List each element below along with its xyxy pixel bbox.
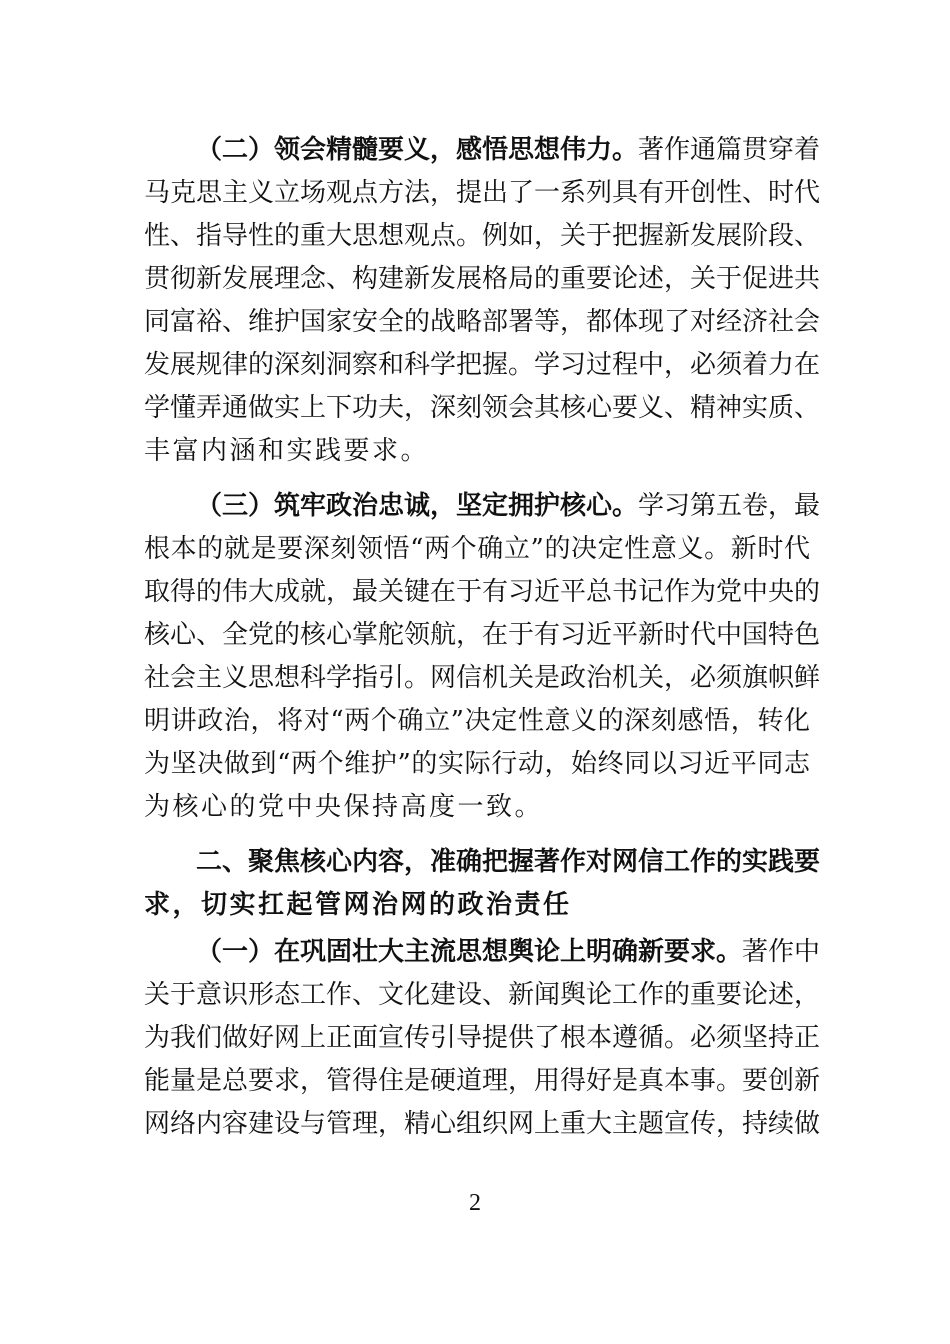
- paragraph-4-line-5: 网络内容建设与管理，精心组织网上重大主题宣传，持续做: [144, 1109, 821, 1139]
- paragraph-4-line-2: 关于意识形态工作、文化建设、新闻舆论工作的重要论述，: [144, 980, 821, 1010]
- paragraph-2-line-7: 学懂弄通做实上下功夫，深刻领会其核心要义、精神实质、: [144, 393, 821, 423]
- paragraph-2-line-3: 性、指导性的重大思想观点。例如，关于把握新发展阶段、: [144, 221, 821, 251]
- paragraph-4-lead: （一）在巩固壮大主流思想舆论上明确新要求。: [196, 937, 743, 967]
- paragraph-3-line-4: 核心、全党的核心掌舵领航，在于有习近平新时代中国特色: [144, 620, 821, 650]
- paragraph-3-line-5: 社会主义思想科学指引。网信机关是政治机关，必须旗帜鲜: [144, 663, 821, 693]
- paragraph-2-line-6: 发展规律的深刻洞察和科学把握。学习过程中，必须着力在: [144, 350, 821, 380]
- page-number: 2: [469, 1190, 481, 1216]
- paragraph-4-text: 著作中: [742, 937, 821, 967]
- paragraph-2-text: 著作通篇贯穿着: [638, 135, 821, 165]
- section-heading-line-1: 二、聚焦核心内容，准确把握著作对网信工作的实践要: [196, 847, 821, 877]
- paragraph-3-line-7: 为坚决做到“两个维护”的实际行动，始终同以习近平同志: [144, 749, 810, 779]
- paragraph-2-line-1: [144, 130, 821, 170]
- paragraph-3-text: 学习第五卷，最: [638, 491, 821, 521]
- paragraph-2-line-8: 丰富内涵和实践要求。: [144, 436, 430, 466]
- paragraph-3-line-6: 明讲政治，将对“两个确立”决定性意义的深刻感悟，转化: [144, 706, 810, 736]
- paragraph-2-line-5: 同富裕、维护国家安全的战略部署等，都体现了对经济社会: [144, 307, 821, 337]
- paragraph-3-line-2: 根本的就是要深刻领悟“两个确立”的决定性意义。新时代: [144, 534, 810, 564]
- paragraph-2-lead: （二）领会精髓要义，感悟思想伟力。: [196, 135, 639, 165]
- paragraph-4-line-1: [144, 932, 821, 972]
- paragraph-3-line-3: 取得的伟大成就，最关键在于有习近平总书记作为党中央的: [144, 577, 821, 607]
- paragraph-3-lead: （三）筑牢政治忠诚，坚定拥护核心。: [196, 491, 639, 521]
- paragraph-2-line-4: 贯彻新发展理念、构建新发展格局的重要论述，关于促进共: [144, 264, 821, 294]
- paragraph-3-line-8: 为核心的党中央保持高度一致。: [144, 792, 544, 822]
- section-heading-line-2: 求，切实扛起管网治网的政治责任: [144, 890, 572, 920]
- paragraph-4-line-4: 能量是总要求，管得住是硬道理，用得好是真本事。要创新: [144, 1066, 821, 1096]
- paragraph-2-line-2: 马克思主义立场观点方法，提出了一系列具有开创性、时代: [144, 178, 821, 208]
- paragraph-4-line-3: 为我们做好网上正面宣传引导提供了根本遵循。必须坚持正: [144, 1023, 821, 1053]
- paragraph-3-line-1: [144, 486, 821, 526]
